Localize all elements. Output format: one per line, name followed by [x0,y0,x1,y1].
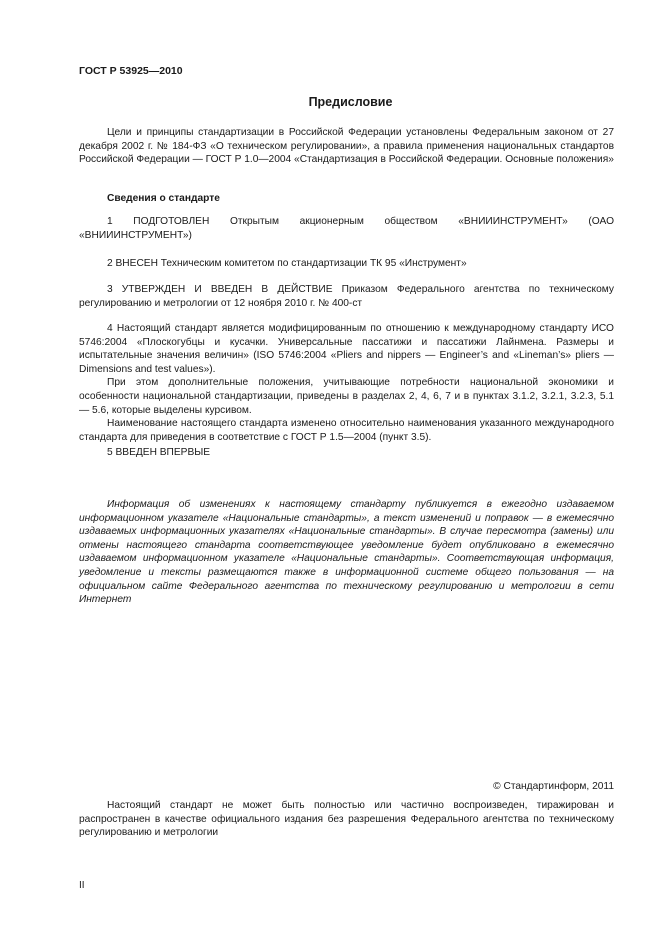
intro-text: Цели и принципы стандартизации в Российской Федерации установлены Федеральным законом от 27 декабря 2002 г. № 184-ФЗ «О техническом регулировании», а правила применения национальных стандартов Российской Федерации — ГОСТ Р 1.0—2004 «Стандартизация в Российской Федерации. Основные положения» [79,127,614,166]
item-4-additions: При этом дополнительные положения, учитывающие потребности национальной экономики и особенности национальной стандартизации, приведены в разделах 2, 4, 6, 7 и в пунктах 3.1.2, 3.2.1, 3.2.3, 5.1 — 5.6, которые выделены курсивом. [79,377,614,416]
item-3 [79,283,614,310]
page-number: II [79,880,85,891]
item-4 [79,322,614,444]
document-header: ГОСТ Р 53925—2010 [79,65,183,77]
copyright: © Стандартинформ, 2011 [493,781,614,792]
page-title: Предисловие [308,95,393,109]
item-4-title-change: Наименование настоящего стандарта изменено относительно наименования указанного международного стандарта для приведения в соответствие с ГОСТ Р 1.5—2004 (пункт 3.5). [79,418,614,443]
item-4-text: 4 Настоящий стандарт является модифицированным по отношению к международному стандарту ИСО 5746:2004 «Плоскогубцы и кусачки. Универсальные пассатижи и пассатижи Лайнмена. Размеры и испытательные значения величин» (ISO 5746:2004 «Pliers and nippers — Engineer’s and «Lineman’s» pliers — Dimensions and test values»). [79,323,614,375]
reproduction-notice [79,799,614,840]
item-2-text: 2 ВНЕСЕН Техническим комитетом по стандартизации ТК 95 «Инструмент» [107,258,467,269]
section-subheading: Сведения о стандарте [107,193,220,204]
item-1-text: 1 ПОДГОТОВЛЕН Открытым акционерным обществом «ВНИИИНСТРУМЕНТ» (ОАО «ВНИИИНСТРУМЕНТ») [79,216,614,241]
item-2 [79,257,614,271]
item-5-text: 5 ВВЕДЕН ВПЕРВЫЕ [107,447,211,458]
item-1 [79,215,614,242]
reproduction-notice-text: Настоящий стандарт не может быть полностью или частично воспроизведен, тиражирован и распространен в качестве официального издания без разрешения Федерального агентства по техническому регулированию и метрологии [79,800,614,839]
item-3-text: 3 УТВЕРЖДЕН И ВВЕДЕН В ДЕЙСТВИЕ Приказом Федерального агентства по техническому регулированию и метрологии от 12 ноября 2010 г. № 400-ст [79,284,614,309]
info-notice-text: Информация об изменениях к настоящему стандарту публикуется в ежегодно издаваемом информационном указателе «Национальные стандарты», а текст изменений и поправок — в ежемесячно издаваемых информационных указателях «Национальные стандарты». В случае пересмотра (замены) или отмены настоящего стандарта соответствующее уведомление будет опубликовано в ежемесячно издаваемом информационном указателе «Национальные стандарты». Соответствующая информация, уведомление и тексты размещаются также в информационной системе общего пользования — на официальном сайте Федерального агентства по техническому регулированию и метрологии в сети Интернет [79,499,614,606]
intro-paragraph [79,126,614,167]
item-5 [79,446,614,460]
info-notice [79,498,614,607]
